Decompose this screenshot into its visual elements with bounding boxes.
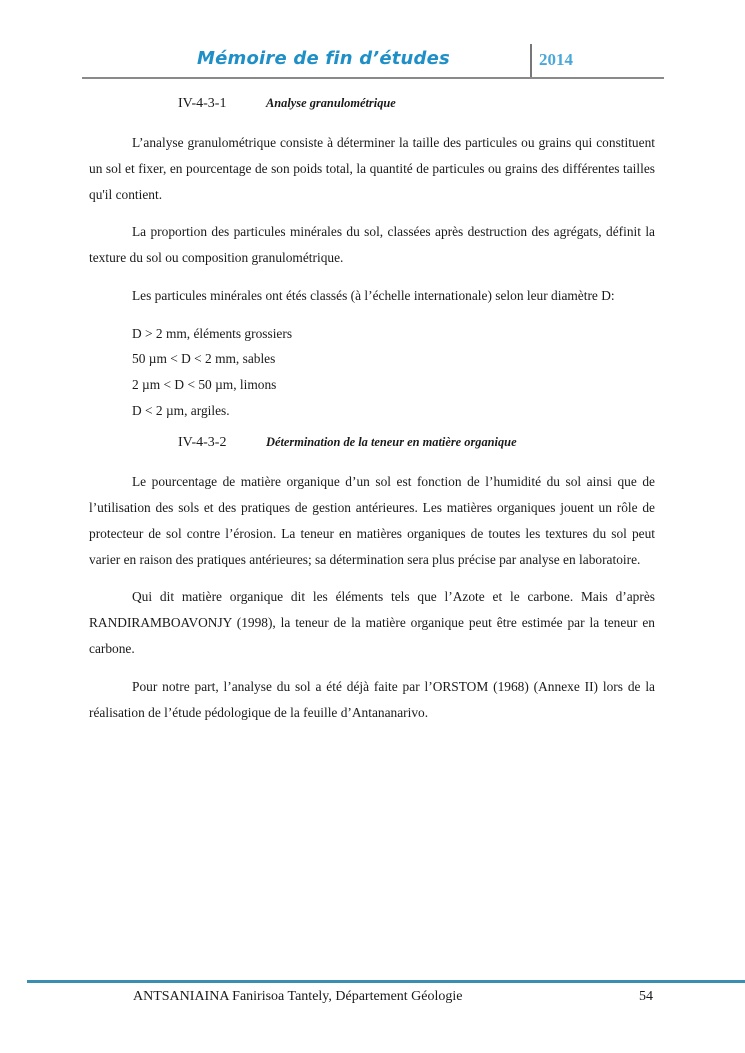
paragraph: Pour notre part, l’analyse du sol a été déjà faite par l’ORSTOM (1968) (Annexe II) lors de la réalisation de l’étude pédologique de la feuille d’Antananarivo. (89, 678, 655, 720)
list-item: 2 µm < D < 50 µm, limons (132, 376, 277, 392)
paragraph: L’analyse granulométrique consiste à déterminer la taille des particules ou grains qui constituent un sol et fixer, en pourcentage de son poids total, la quantité de particules ou grains des différentes tailles qu'il contient. (89, 135, 655, 202)
list-item: D > 2 mm, éléments grossiers (132, 325, 293, 341)
section-heading (178, 96, 655, 118)
diameter-list (132, 321, 655, 423)
header-divider (530, 44, 532, 78)
section-heading (178, 435, 655, 457)
paragraph: Le pourcentage de matière organique d’un sol est fonction de l’humidité du sol ainsi que de l’utilisation des sols et des pratiques de gestion antérieures. Les matières organiques jouent un rôle de protecteur de sol contre l’érosion. La teneur en matières organiques de toutes les textures du sol peut varier en raison des pratiques antérieures; sa détermination sera plus précise par analyse en laboratoire. (89, 474, 655, 567)
paragraph: Les particules minérales ont étés classés (à l’échelle internationale) selon leur diamètre D: (132, 287, 615, 303)
header-rule (82, 77, 664, 79)
section-number: IV-4-3-2 (178, 435, 227, 451)
section-number: IV-4-3-1 (178, 96, 227, 111)
list-item: 50 µm < D < 2 mm, sables (132, 351, 276, 367)
list-item: D < 2 µm, argiles. (132, 402, 230, 418)
paragraph: La proportion des particules minérales du sol, classées après destruction des agrégats, définit la texture du sol ou composition granulométrique. (89, 224, 655, 266)
section-title: Analyse granulométrique (266, 96, 396, 110)
header-year: 2014 (539, 50, 573, 69)
section-title: Détermination de la teneur en matière organique (266, 435, 517, 450)
page-number: 54 (639, 989, 653, 1004)
header-title: Mémoire de fin d’études (197, 48, 450, 69)
footer-author: ANTSANIAINA Fanirisoa Tantely, Département Géologie (133, 989, 463, 1004)
page-body (89, 96, 655, 725)
footer-rule (27, 980, 745, 983)
paragraph: Qui dit matière organique dit les éléments tels que l’Azote et le carbone. Mais d’après RANDIRAMBOAVONJY (1998), la teneur de la matière organique peut être estimée par la teneur en carbone. (89, 589, 655, 656)
